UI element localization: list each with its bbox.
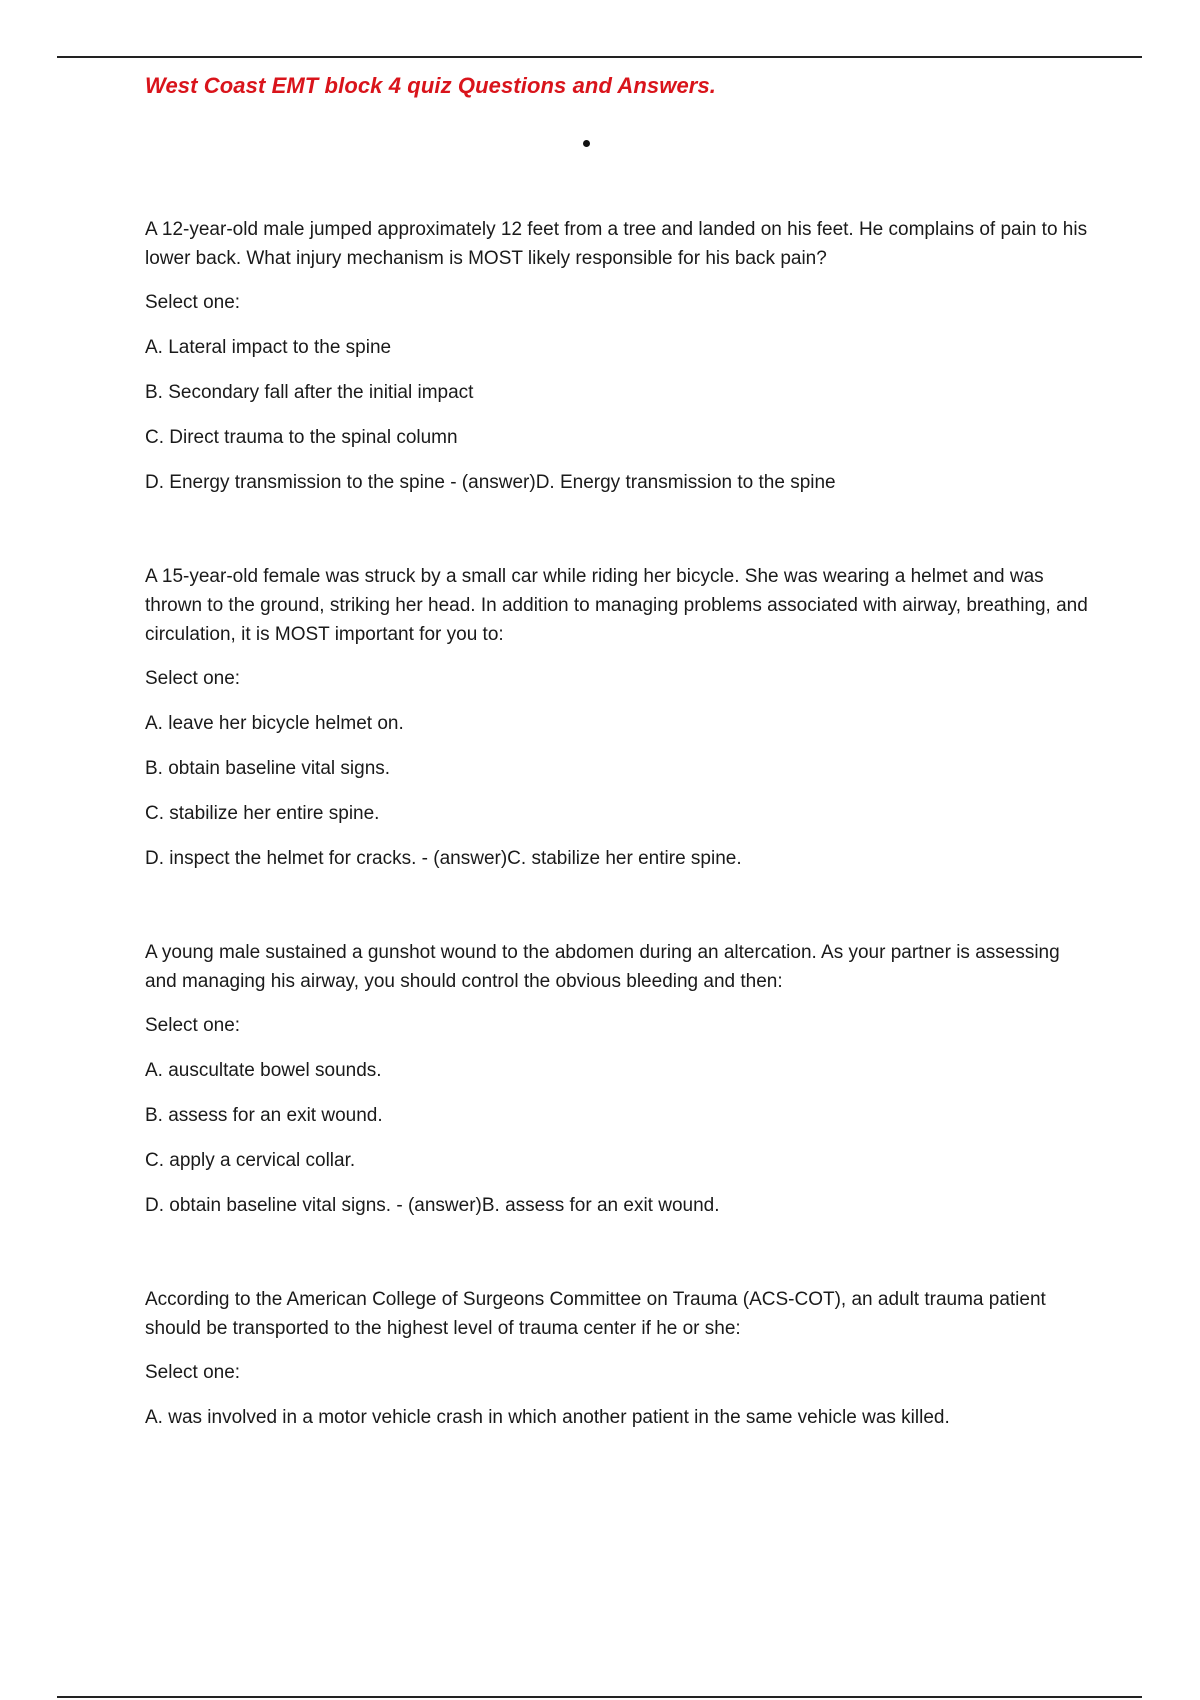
question-stem: A 15-year-old female was struck by a small car while riding her bicycle. She was wearing a helmet and was thrown to the ground, striking her head. In addition to managing problems associated with airway, breathing, and circulation, it is MOST important for you to: bbox=[145, 566, 1088, 645]
option-d-with-answer: D. Energy transmission to the spine - (answer)D. Energy transmission to the spine bbox=[145, 472, 836, 493]
document-title: West Coast EMT block 4 quiz Questions and Answers. bbox=[145, 73, 716, 98]
question-4 bbox=[145, 1285, 1090, 1448]
option-d-with-answer: D. obtain baseline vital signs. - (answer)B. assess for an exit wound. bbox=[145, 1195, 720, 1216]
option-c: C. Direct trauma to the spinal column bbox=[145, 427, 458, 448]
option-b: B. assess for an exit wound. bbox=[145, 1105, 383, 1126]
option-b: B. Secondary fall after the initial impact bbox=[145, 382, 474, 403]
top-rule bbox=[57, 56, 1142, 58]
question-stem: A 12-year-old male jumped approximately 12 feet from a tree and landed on his feet. He complains of pain to his lower back. What injury mechanism is MOST likely responsible for his back pain? bbox=[145, 219, 1088, 269]
option-b: B. obtain baseline vital signs. bbox=[145, 758, 391, 779]
select-one-label: Select one: bbox=[145, 1015, 241, 1036]
select-one-label: Select one: bbox=[145, 1362, 241, 1383]
option-a: A. leave her bicycle helmet on. bbox=[145, 713, 404, 734]
select-one-label: Select one: bbox=[145, 292, 241, 313]
option-a: A. Lateral impact to the spine bbox=[145, 337, 392, 358]
question-1 bbox=[145, 215, 1090, 513]
question-3 bbox=[145, 938, 1090, 1236]
question-stem: According to the American College of Surgeons Committee on Trauma (ACS-COT), an adult trauma patient should be transported to the highest level of trauma center if he or she: bbox=[145, 1289, 1046, 1339]
option-c: C. stabilize her entire spine. bbox=[145, 803, 380, 824]
select-one-label: Select one: bbox=[145, 668, 241, 689]
bullet-point bbox=[583, 140, 590, 147]
bottom-rule bbox=[57, 1696, 1142, 1698]
option-d-with-answer: D. inspect the helmet for cracks. - (answer)C. stabilize her entire spine. bbox=[145, 848, 742, 869]
option-c: C. apply a cervical collar. bbox=[145, 1150, 356, 1171]
question-2 bbox=[145, 562, 1090, 889]
option-a: A. was involved in a motor vehicle crash in which another patient in the same vehicle was killed. bbox=[145, 1407, 950, 1428]
question-stem: A young male sustained a gunshot wound to the abdomen during an altercation. As your partner is assessing and managing his airway, you should control the obvious bleeding and then: bbox=[145, 942, 1060, 992]
option-a: A. auscultate bowel sounds. bbox=[145, 1060, 382, 1081]
